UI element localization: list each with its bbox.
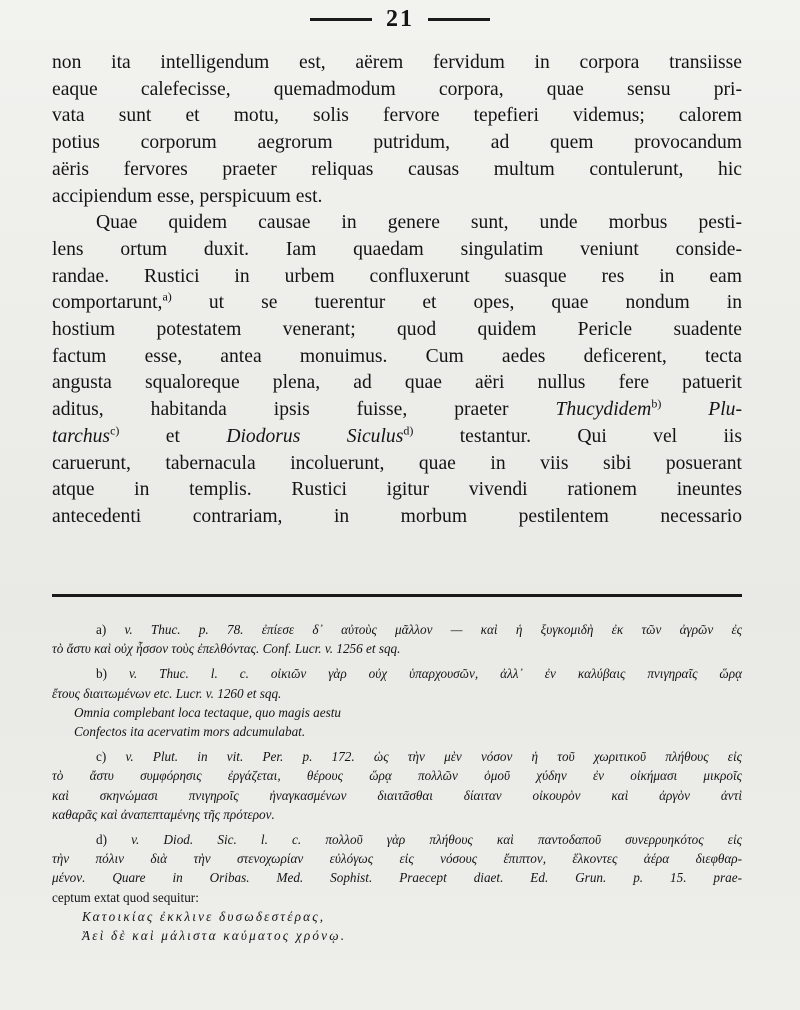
footnote-line xyxy=(52,747,742,766)
text-segment: aditus, habitanda ipsis fuisse, praeter xyxy=(52,399,509,421)
footnote-a xyxy=(52,620,742,658)
footnote-line xyxy=(52,620,742,639)
text-segment: et xyxy=(165,425,180,447)
text-line: aëris fervores praeter reliquas causas multum contulerunt, hic xyxy=(52,158,742,180)
footnotes xyxy=(52,620,742,951)
footnote-line: τὴν πόλιν διὰ τὴν στενοχωρίαν εὐλόγως εἰς νόσους ἔπιπτον, ἕλκοντες ἀέρα διεφθαρ- xyxy=(52,851,742,867)
text-line: potius corporum aegrorum putridum, ad quem provocandum xyxy=(52,132,742,154)
text-line: randae. Rustici in urbem confluxerunt suasque res in eam xyxy=(52,265,742,287)
author-name: Diodorus Siculus xyxy=(226,425,404,447)
footnote-b xyxy=(52,664,742,741)
footnote-text: v. Plut. in vit. Per. p. 172. ὡς τὴν μὲν νόσον ἡ τοῦ χωριτικοῦ πλήθους εἰς xyxy=(125,749,742,765)
author-name: tarchus xyxy=(52,425,111,447)
text-line xyxy=(52,397,742,424)
footnote-line: ceptum extat quod sequitur: xyxy=(52,889,199,905)
page-number: 21 xyxy=(386,5,414,32)
text-line: lens ortum duxit. Iam quaedam singulatim veniunt conside- xyxy=(52,238,742,260)
text-line: vata sunt et motu, solis fervore tepefieri videmus; calorem xyxy=(52,105,742,127)
footnote-label: b) xyxy=(96,666,107,682)
author-name: Plu- xyxy=(708,399,742,421)
footnote-line xyxy=(52,664,742,683)
header-rule-left xyxy=(310,18,372,21)
footnote-ref-d[interactable]: d) xyxy=(403,423,414,438)
footnote-divider xyxy=(52,594,742,597)
footnote-line: καὶ σκηνώμασι πνιγηροῖς ἠναγκασμένων διαιτᾶσθαι δίαιταν οἰκουρὸν καὶ ἀργὸν ἀντὶ xyxy=(52,787,742,803)
footnote-line: ἔτους διαιτωμένων etc. Lucr. v. 1260 et sqq. xyxy=(52,685,282,701)
footnote-ref-a[interactable]: a) xyxy=(162,289,172,304)
text-line xyxy=(52,424,742,451)
verse-line: Κατοικίας ἐκκλινε δυσωδεστέρας, xyxy=(82,908,326,924)
footnote-label: c) xyxy=(96,749,107,765)
text-line: eaque calefecisse, quemadmodum corpora, quae sensu pri- xyxy=(52,78,742,100)
footnote-ref-b[interactable]: b) xyxy=(651,396,662,411)
text-line: caruerunt, tabernacula incoluerunt, quae in viis sibi posuerant xyxy=(52,452,742,474)
verse-line: Ἀεὶ δὲ καὶ μάλιστα καύματος χρόνῳ. xyxy=(82,928,347,944)
verse-line: Omnia complebant loca tectaque, quo magis aestu xyxy=(74,704,342,720)
text-segment: ut se tuerentur et opes, quae nondum in xyxy=(208,292,742,314)
footnote-line: μένον. Quare in Oribas. Med. Sophist. Praecept diaet. Ed. Grun. p. 15. prae- xyxy=(52,870,742,886)
footnote-text: v. Diod. Sic. l. c. πολλοῦ γὰρ πλήθους καὶ παντοδαποῦ συνερρυηκότος εἰς xyxy=(131,832,742,848)
text-line: atque in templis. Rustici igitur vivendi rationem ineuntes xyxy=(52,479,742,501)
page-header xyxy=(0,6,800,32)
footnote-line: τὸ ἄστυ συμφόρησις ἐργάζεται, θέρους ὥρᾳ πολλῶν ὁμοῦ χύδην ἐν οἰκήμασι μικροῖς xyxy=(52,768,742,784)
text-line: angusta squaloreque plena, ad quae aëri nullus fere patuerit xyxy=(52,372,742,394)
footnote-text: v. Thuc. p. 78. ἐπίεσε δ᾽ αὐτοὺς μᾶλλον — καὶ ἡ ξυγκομιδὴ ἐκ τῶν ἀγρῶν ἐς xyxy=(124,622,742,637)
text-segment: comportarunt, xyxy=(52,292,163,314)
footnote-d xyxy=(52,830,742,945)
footnote-line xyxy=(52,830,742,849)
text-line xyxy=(52,290,742,317)
author-name: Thucydidem xyxy=(555,399,652,421)
text-line: hostium potestatem venerant; quod quidem Pericle suadente xyxy=(52,319,742,341)
footnote-text: v. Thuc. l. c. οἰκιῶν γὰρ οὐχ ὑπαρχουσῶν, ἀλλ᾽ ἐν καλύβαις πνιγηραῖς ὥρᾳ xyxy=(128,666,742,682)
text-line: Quae quidem causae in genere sunt, unde morbus pesti- xyxy=(96,212,742,234)
text-segment: testantur. Qui vel iis xyxy=(459,425,742,447)
footnote-line: τὸ ἄστυ καὶ οὐχ ἧσσον τοὺς ἐπελθόντας. Conf. Lucr. v. 1256 et sqq. xyxy=(52,641,401,657)
footnote-c xyxy=(52,747,742,824)
header-rule-right xyxy=(428,18,490,21)
footnote-label: d) xyxy=(96,832,107,848)
text-line: antecedenti contrariam, in morbum pestilentem necessario xyxy=(52,505,742,527)
text-line: non ita intelligendum est, aërem fervidum in corpora transiisse xyxy=(52,52,742,73)
text-line: accipiendum esse, perspicuum est. xyxy=(52,185,323,207)
main-text xyxy=(52,50,742,531)
footnote-ref-c[interactable]: c) xyxy=(110,423,120,438)
footnote-label: a) xyxy=(96,622,107,637)
verse-line: Confectos ita acervatim mors adcumulabat. xyxy=(74,724,306,740)
footnote-line: καθαρᾶς καὶ ἀναπεπταμένης τῆς πρότερον. xyxy=(52,806,275,822)
text-line: factum esse, antea monuimus. Cum aedes deficerent, tecta xyxy=(52,345,742,367)
